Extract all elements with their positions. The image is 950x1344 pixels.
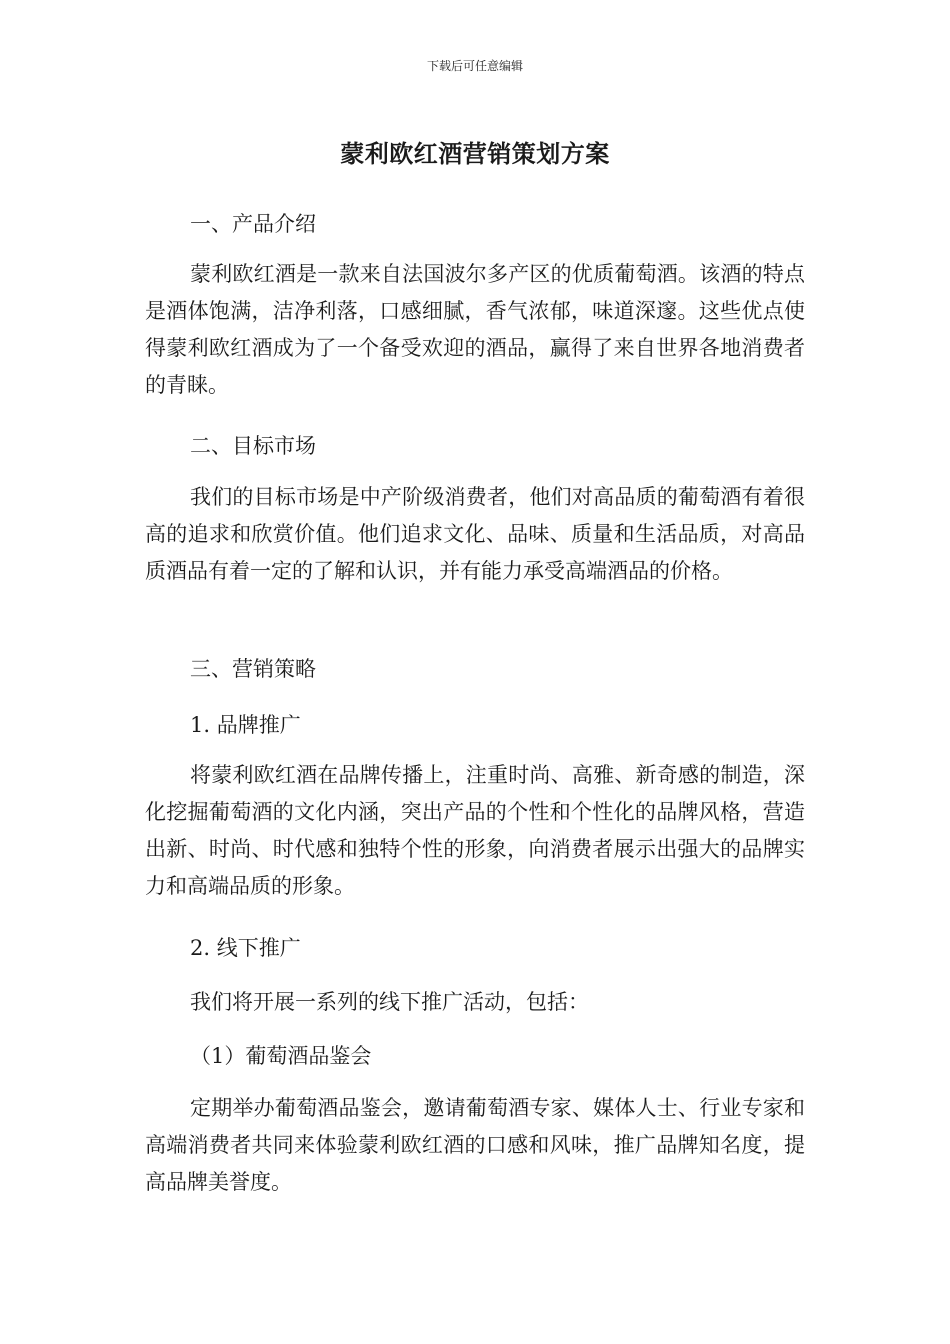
product-paragraph: 蒙利欧红酒是一款来自法国波尔多产区的优质葡萄酒。该酒的特点是酒体饱满，洁净利落，口感细腻，香气浓郁，味道深邃。这些优点使得蒙利欧红酒成为了一个备受欢迎的酒品，赢得了来自世界各地消费者的青睐。 bbox=[145, 262, 805, 397]
brand-paragraph: 将蒙利欧红酒在品牌传播上，注重时尚、高雅、新奇感的制造，深化挖掘葡萄酒的文化内涵，突出产品的个性和个性化的品牌风格，营造出新、时尚、时代感和独特个性的形象，向消费者展示出强大的品牌实力和高端品质的形象。 bbox=[145, 763, 805, 898]
offline-intro: 我们将开展一系列的线下推广活动，包括： bbox=[190, 990, 589, 1014]
section-heading-market: 二、目标市场 bbox=[190, 434, 316, 458]
section-heading-strategy: 三、营销策略 bbox=[190, 657, 316, 681]
header-note: 下载后可任意编辑 bbox=[426, 59, 523, 73]
subheading-offline: 2. 线下推广 bbox=[190, 936, 301, 960]
market-paragraph: 我们的目标市场是中产阶级消费者，他们对高品质的葡萄酒有着很高的追求和欣赏价值。他们追求文化、品味、质量和生活品质，对高品质酒品有着一定的了解和认识，并有能力承受高端酒品的价格。 bbox=[145, 485, 805, 583]
subheading-tasting: （1）葡萄酒品鉴会 bbox=[190, 1044, 372, 1068]
section-heading-product: 一、产品介绍 bbox=[190, 212, 316, 236]
tasting-paragraph: 定期举办葡萄酒品鉴会，邀请葡萄酒专家、媒体人士、行业专家和高端消费者共同来体验蒙利欧红酒的口感和风味，推广品牌知名度，提高品牌美誉度。 bbox=[145, 1096, 805, 1194]
subheading-brand: 1. 品牌推广 bbox=[190, 713, 301, 737]
document-title: 蒙利欧红酒营销策划方案 bbox=[340, 140, 610, 168]
